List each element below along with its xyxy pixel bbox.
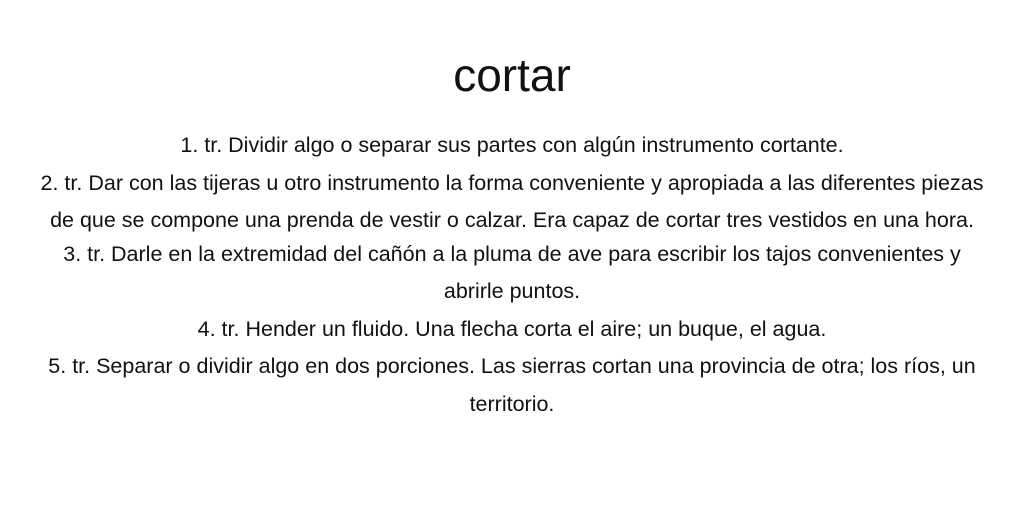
definition-2: 2. tr. Dar con las tijeras u otro instrumento la forma conveniente y apropiada a las diferentes piezas de que se compone una prenda de vestir o calzar. Era capaz de cortar tres vestidos en una hora. bbox=[40, 170, 984, 232]
headword: cortar bbox=[453, 49, 571, 101]
definition-list bbox=[40, 127, 984, 423]
definition-5: 5. tr. Separar o dividir algo en dos porciones. Las sierras cortan una provincia de otra; los ríos, un territorio. bbox=[48, 354, 976, 416]
definition-1: 1. tr. Dividir algo o separar sus partes con algún instrumento cortante. bbox=[180, 133, 844, 157]
definition-4: 4. tr. Hender un fluido. Una flecha corta el aire; un buque, el agua. bbox=[197, 316, 827, 341]
definition-3: 3. tr. Darle en la extremidad del cañón a la pluma de ave para escribir los tajos convenientes y abrirle puntos. bbox=[63, 241, 961, 303]
